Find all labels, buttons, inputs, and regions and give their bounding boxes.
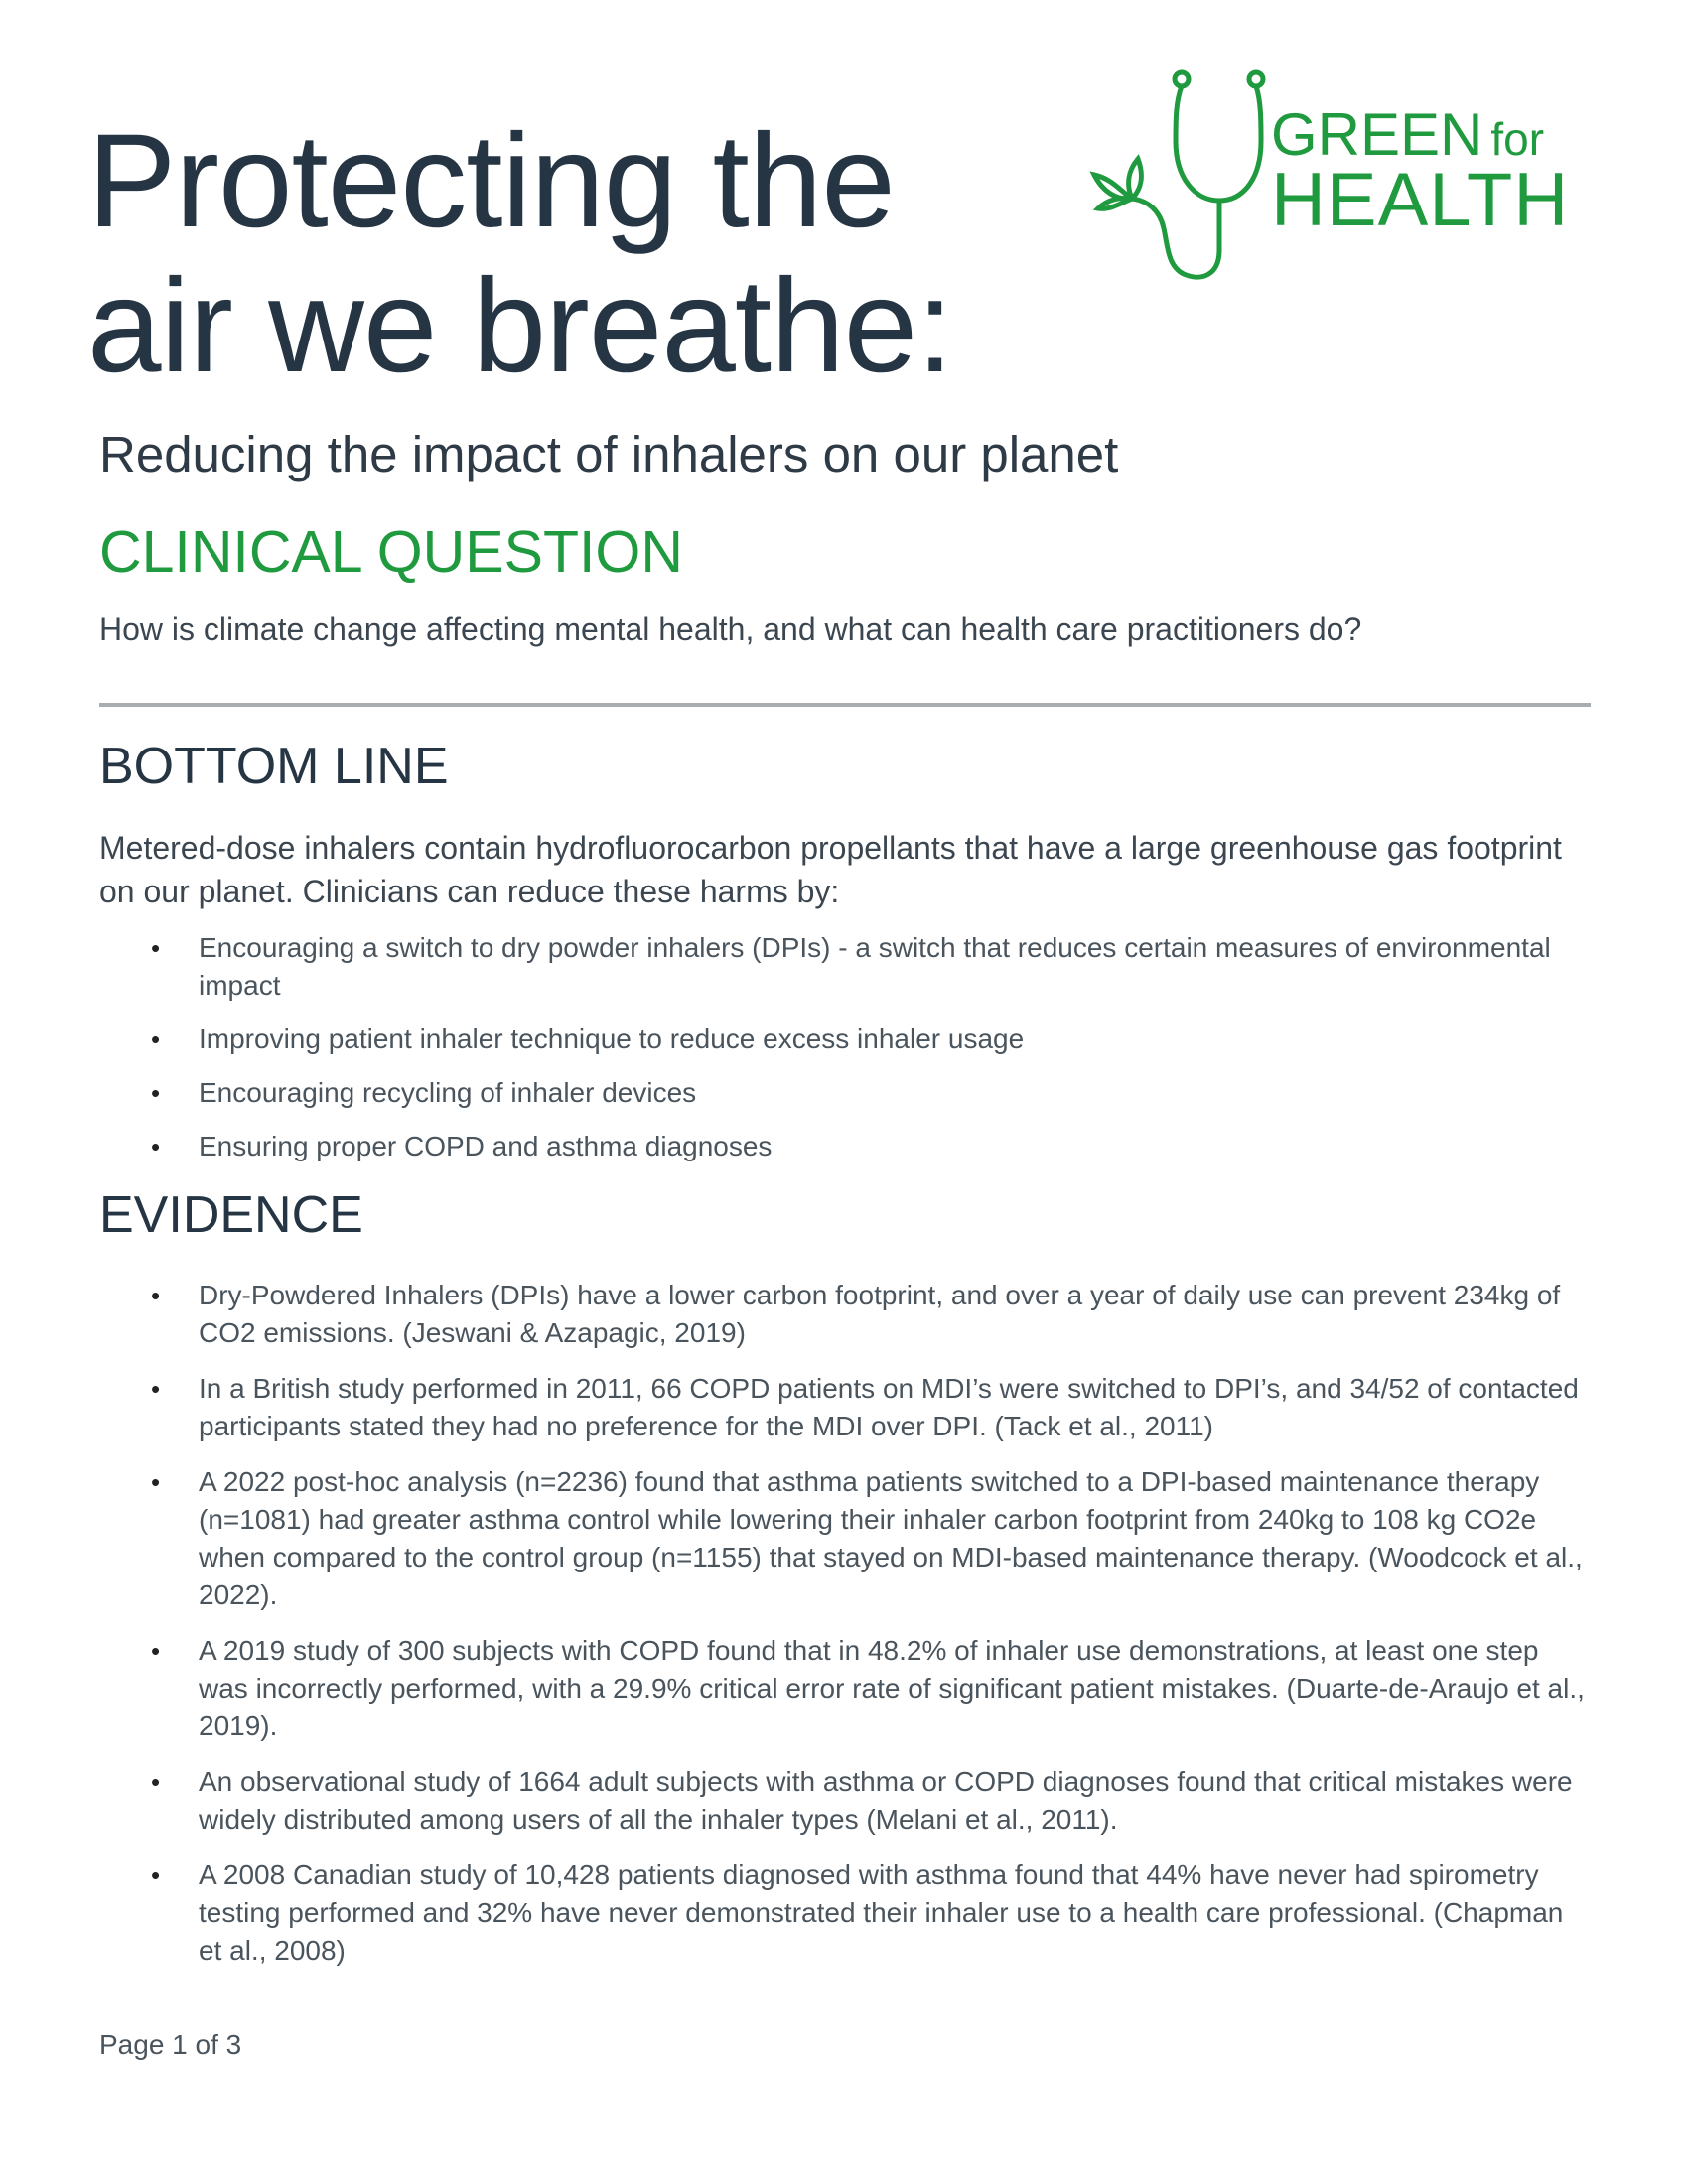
list-item-text: Dry-Powdered Inhalers (DPIs) have a lower carbon footprint, and over a year of daily use can prevent 234kg of CO2 emissions. (Jeswani & Azapagic, 2019) (199, 1280, 1561, 1348)
logo-wordmark (1271, 101, 1570, 242)
list-item-text: Ensuring proper COPD and asthma diagnoses (199, 1131, 773, 1161)
logo-word-health: HEALTH (1271, 158, 1570, 242)
list-item-text: An observational study of 1664 adult subjects with asthma or COPD diagnoses found that critical mistakes were widely distributed among users of all the inhaler types (Melani et al., 2011). (199, 1766, 1573, 1835)
title-line-1: Protecting the (87, 107, 895, 255)
list-item-text: A 2022 post-hoc analysis (n=2236) found that asthma patients switched to a DPI-based maintenance therapy (n=1081) had greater asthma control while lowering their inhaler carbon footprint from 240kg to 108 kg CO2e when compared to the control group (n=1155) that stayed on MDI-based maintenance therapy. (Woodcock et al., 2022). (199, 1466, 1583, 1610)
list-item (99, 1763, 1589, 1839)
bottom-line-heading: BOTTOM LINE (99, 738, 449, 795)
clinical-question-heading: CLINICAL QUESTION (99, 519, 683, 585)
bullet-icon: • (151, 933, 161, 963)
list-item-text: A 2008 Canadian study of 10,428 patients diagnosed with asthma found that 44% have never had spirometry testing performed and 32% have never demonstrated their inhaler use to a health care professional. (Chapman et al., 2008) (199, 1859, 1564, 1966)
bullet-icon: • (151, 1374, 161, 1404)
bullet-icon: • (151, 1024, 161, 1054)
bottom-line-intro: Metered-dose inhalers contain hydrofluorocarbon propellants that have a large greenhouse gas footprint on our planet. Clinicians can reduce these harms by: (99, 830, 1562, 909)
evidence-heading: EVIDENCE (99, 1186, 363, 1244)
bullet-icon: • (151, 1078, 161, 1108)
bullet-icon: • (151, 1132, 161, 1161)
evidence-list (99, 1277, 1589, 1987)
list-item (99, 1856, 1589, 1970)
bullet-icon: • (151, 1767, 161, 1797)
list-item-text: Encouraging recycling of inhaler devices (199, 1077, 697, 1108)
title-line-2: air we breathe: (87, 252, 953, 400)
list-item (99, 1632, 1589, 1745)
clinical-question-text: How is climate change affecting mental health, and what can health care practitioners do? (99, 612, 1362, 647)
list-item-text: A 2019 study of 300 subjects with COPD found that in 48.2% of inhaler use demonstrations, at least one step was incorrectly performed, with a 29.9% critical error rate of significant patient mistakes. (Duarte-de-Araujo et al., 2019). (199, 1635, 1585, 1741)
list-item (99, 1463, 1589, 1614)
page-number: Page 1 of 3 (99, 2029, 242, 2060)
logo-word-green: GREEN (1271, 101, 1483, 168)
page-title (87, 109, 1080, 399)
list-item (99, 1128, 1589, 1165)
list-item (99, 1021, 1589, 1058)
logo-word-for: for (1490, 113, 1545, 165)
list-item-text: Encouraging a switch to dry powder inhalers (DPIs) - a switch that reduces certain measures of environmental impact (199, 932, 1551, 1001)
bullet-icon: • (151, 1636, 161, 1666)
list-item-text: Improving patient inhaler technique to reduce excess inhaler usage (199, 1024, 1025, 1054)
subtitle: Reducing the impact of inhalers on our planet (99, 426, 1119, 482)
bullet-icon: • (151, 1467, 161, 1497)
bottom-line-list (99, 929, 1589, 1181)
stethoscope-leaf-icon (1072, 62, 1271, 290)
bullet-icon: • (151, 1281, 161, 1310)
list-item-text: In a British study performed in 2011, 66 COPD patients on MDI’s were switched to DPI’s, and 34/52 of contacted participants stated they had no preference for the MDI over DPI. (Tack et al., 2011) (199, 1373, 1579, 1441)
list-item (99, 929, 1589, 1005)
green-for-health-logo (1072, 62, 1589, 290)
list-item (99, 1277, 1589, 1352)
section-divider (99, 703, 1591, 707)
bullet-icon: • (151, 1860, 161, 1890)
list-item (99, 1074, 1589, 1112)
list-item (99, 1370, 1589, 1445)
